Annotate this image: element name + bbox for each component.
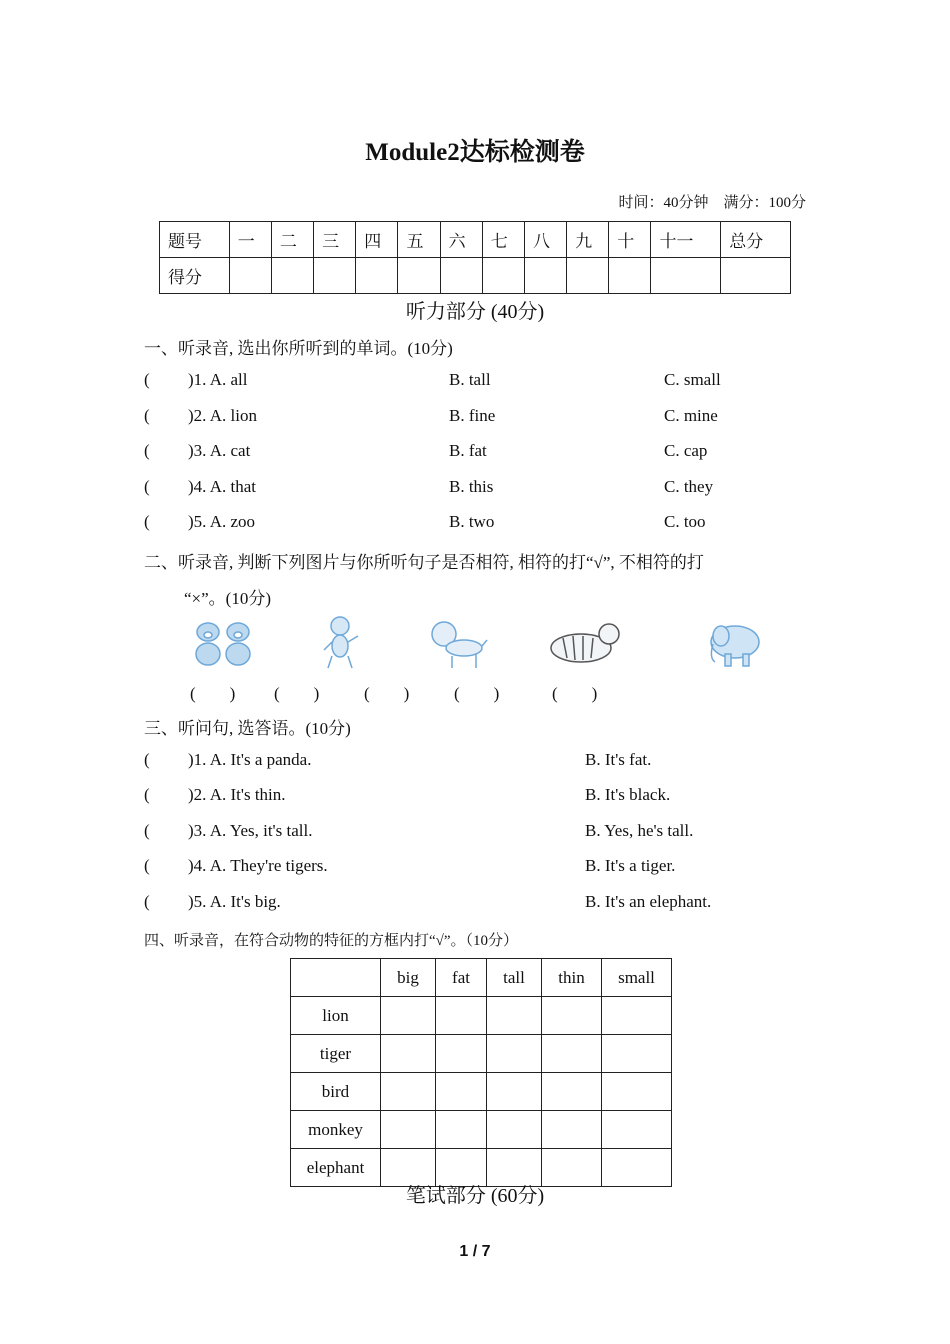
animal-label: tiger — [291, 1035, 381, 1073]
score-cell: 二 — [271, 222, 313, 258]
score-entry[interactable] — [271, 258, 313, 294]
score-entry[interactable] — [398, 258, 440, 294]
score-cell: 三 — [314, 222, 356, 258]
score-cell: 四 — [356, 222, 398, 258]
animal-label: lion — [291, 997, 381, 1035]
check-box[interactable] — [381, 1035, 436, 1073]
animal-label: bird — [291, 1073, 381, 1111]
page-number: 1 / 7 — [459, 1243, 491, 1260]
check-box[interactable] — [436, 997, 487, 1035]
score-entry[interactable] — [524, 258, 566, 294]
check-box[interactable] — [436, 1073, 487, 1111]
option-a: )1. A. It's a panda. — [188, 750, 312, 769]
listening-section-heading: 听力部分 (40分) — [405, 301, 545, 323]
check-box[interactable] — [487, 1073, 542, 1111]
picture-answer-5[interactable]: ( ) — [552, 684, 598, 703]
picture-answer-2[interactable]: ( ) — [274, 684, 320, 703]
check-box[interactable] — [436, 1035, 487, 1073]
option-b: B. It's black. — [585, 785, 671, 804]
feature-header: small — [602, 959, 672, 997]
option-a: )4. A. They're tigers. — [188, 856, 328, 875]
option-b: B. tall — [449, 370, 491, 389]
check-box[interactable] — [487, 997, 542, 1035]
answer-bracket[interactable]: ( — [144, 785, 150, 804]
part2-pictures — [190, 614, 770, 674]
option-b: B. fine — [449, 406, 496, 425]
animal-label: monkey — [291, 1111, 381, 1149]
page-title: Module2达标检测卷 — [365, 139, 585, 166]
score-entry[interactable] — [314, 258, 356, 294]
answer-bracket[interactable]: ( — [144, 750, 150, 769]
answer-bracket[interactable]: ( — [144, 512, 150, 531]
feature-header-row — [291, 959, 672, 997]
score-entry[interactable] — [651, 258, 721, 294]
option-a: )3. A. Yes, it's tall. — [188, 821, 313, 840]
check-box[interactable] — [602, 1073, 672, 1111]
option-a: )5. A. It's big. — [188, 892, 281, 911]
answer-bracket[interactable]: ( — [144, 892, 150, 911]
score-row-label: 得分 — [160, 258, 230, 294]
written-section-heading: 笔试部分 (60分) — [405, 1185, 545, 1207]
option-a: )2. A. lion — [188, 406, 257, 425]
tiger-icon — [545, 614, 623, 670]
option-b: B. this — [449, 477, 494, 496]
score-entry[interactable] — [609, 258, 651, 294]
animal-row — [291, 1111, 672, 1149]
option-a: )1. A. all — [188, 370, 248, 389]
answer-bracket[interactable]: ( — [144, 406, 150, 425]
part2-heading: 二、听录音, 判断下列图片与你所听句子是否相符, 相符的打“√”, 不相符的打 — [144, 553, 704, 572]
score-cell: 题号 — [160, 222, 230, 258]
time-and-score-info: 时间：40分钟 满分：100分 — [618, 195, 806, 211]
option-b: B. It's an elephant. — [585, 892, 712, 911]
animal-row — [291, 1073, 672, 1111]
option-b: B. two — [449, 512, 495, 531]
picture-answer-4[interactable]: ( ) — [454, 684, 500, 703]
option-c: C. they — [664, 477, 714, 496]
part2-heading-cont: “×”。(10分) — [184, 589, 272, 608]
answer-bracket[interactable]: ( — [144, 477, 150, 496]
score-cell: 五 — [398, 222, 440, 258]
check-box[interactable] — [602, 997, 672, 1035]
elephant-icon — [705, 614, 765, 670]
part4-heading: 四、听录音，在符合动物的特征的方框内打“√”。（10分） — [144, 933, 519, 949]
check-box[interactable] — [381, 1111, 436, 1149]
check-box[interactable] — [602, 1111, 672, 1149]
score-entry[interactable] — [356, 258, 398, 294]
animal-label: elephant — [291, 1149, 381, 1187]
animal-row — [291, 997, 672, 1035]
part3-heading: 三、听问句, 选答语。(10分) — [144, 719, 351, 738]
option-a: )2. A. It's thin. — [188, 785, 286, 804]
option-c: C. mine — [664, 406, 718, 425]
score-cell: 八 — [524, 222, 566, 258]
option-b: B. fat — [449, 441, 487, 460]
picture-answer-1[interactable]: ( ) — [190, 684, 236, 703]
score-entry[interactable] — [721, 258, 791, 294]
answer-bracket[interactable]: ( — [144, 821, 150, 840]
score-cell: 十一 — [651, 222, 721, 258]
answer-bracket[interactable]: ( — [144, 441, 150, 460]
check-box[interactable] — [542, 997, 602, 1035]
feature-header: thin — [542, 959, 602, 997]
score-cell: 十 — [609, 222, 651, 258]
pigs-icon — [190, 614, 260, 670]
score-entry[interactable] — [440, 258, 482, 294]
option-b: B. Yes, he's tall. — [585, 821, 694, 840]
corner-cell — [291, 959, 381, 997]
answer-bracket[interactable]: ( — [144, 370, 150, 389]
score-cell: 一 — [229, 222, 271, 258]
check-box[interactable] — [542, 1111, 602, 1149]
option-a: )3. A. cat — [188, 441, 251, 460]
option-a: )4. A. that — [188, 477, 256, 496]
check-box[interactable] — [436, 1111, 487, 1149]
feature-header: big — [381, 959, 436, 997]
check-box[interactable] — [487, 1111, 542, 1149]
score-table — [159, 221, 791, 294]
check-box[interactable] — [542, 1073, 602, 1111]
feature-header: fat — [436, 959, 487, 997]
option-c: C. small — [664, 370, 721, 389]
score-cell: 九 — [567, 222, 609, 258]
option-a: )5. A. zoo — [188, 512, 256, 531]
option-b: B. It's fat. — [585, 750, 652, 769]
check-box[interactable] — [542, 1035, 602, 1073]
check-box[interactable] — [381, 997, 436, 1035]
option-c: C. too — [664, 512, 706, 531]
animal-row — [291, 1035, 672, 1073]
check-box[interactable] — [381, 1073, 436, 1111]
score-table-header-row — [160, 222, 791, 258]
monkey-icon — [320, 614, 362, 670]
option-c: C. cap — [664, 441, 708, 460]
score-cell: 总分 — [721, 222, 791, 258]
score-cell: 六 — [440, 222, 482, 258]
check-box[interactable] — [487, 1035, 542, 1073]
score-table-score-row — [160, 258, 791, 294]
option-b: B. It's a tiger. — [585, 856, 676, 875]
animal-feature-table — [290, 958, 672, 1187]
score-entry[interactable] — [482, 258, 524, 294]
lion-icon — [430, 614, 488, 670]
score-cell: 七 — [482, 222, 524, 258]
score-entry[interactable] — [229, 258, 271, 294]
answer-bracket[interactable]: ( — [144, 856, 150, 875]
part1-heading: 一、听录音, 选出你所听到的单词。(10分) — [144, 339, 453, 358]
feature-header: tall — [487, 959, 542, 997]
picture-answer-3[interactable]: ( ) — [364, 684, 410, 703]
check-box[interactable] — [602, 1035, 672, 1073]
score-entry[interactable] — [567, 258, 609, 294]
